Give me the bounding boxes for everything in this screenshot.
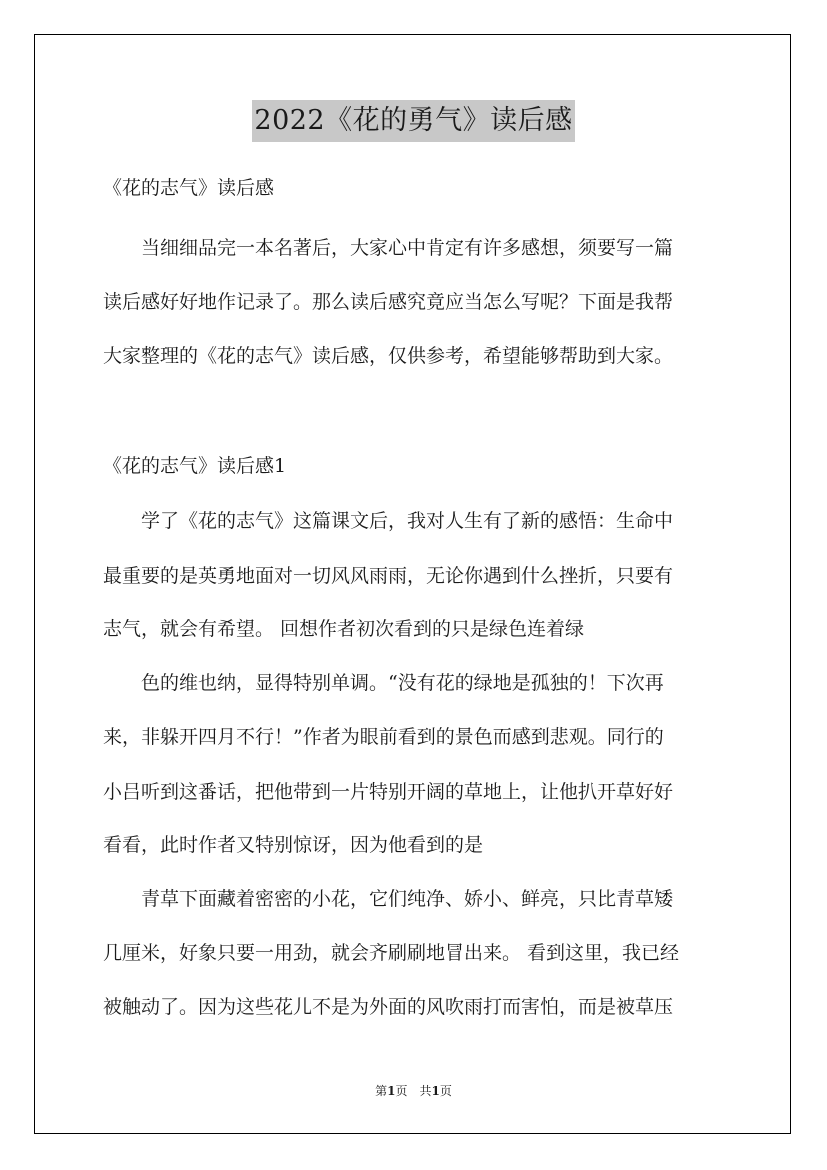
page-label-mid: 页 共 bbox=[395, 1084, 432, 1098]
body-line: 小吕听到这番话，把他带到一片特别开阔的草地上，让他扒开草好好 bbox=[103, 781, 674, 803]
section-heading: 《花的志气》读后感1 bbox=[103, 455, 287, 477]
body-line: 大家整理的《花的志气》读后感，仅供参考，希望能够帮助到大家。 bbox=[103, 345, 674, 367]
body-line: 来，非躲开四月不行！”作者为眼前看到的景色而感到悲观。同行的 bbox=[103, 726, 664, 748]
page-label-suffix: 页 bbox=[439, 1084, 452, 1098]
title-container bbox=[0, 100, 827, 142]
body-line: 被触动了。因为这些花儿不是为外面的风吹雨打而害怕，而是被草压 bbox=[103, 996, 674, 1018]
subheading: 《花的志气》读后感 bbox=[103, 177, 275, 199]
body-line: 几厘米，好象只要一用劲，就会齐刷刷地冒出来。 看到这里，我已经 bbox=[103, 942, 680, 964]
page-total: 1 bbox=[431, 1084, 440, 1098]
body-line: 最重要的是英勇地面对一切风风雨雨，无论你遇到什么挫折，只要有 bbox=[103, 565, 674, 587]
page-footer bbox=[0, 1082, 827, 1099]
body-line: 志气，就会有希望。 回想作者初次看到的只是绿色连着绿 bbox=[103, 618, 585, 640]
body-line: 看看，此时作者又特别惊讶，因为他看到的是 bbox=[103, 834, 484, 856]
page-number: 1 bbox=[387, 1084, 396, 1098]
body-line: 当细细品完一本名著后，大家心中肯定有许多感想，须要写一篇 bbox=[103, 237, 674, 259]
body-line: 读后感好好地作记录了。那么读后感究竟应当怎么写呢？下面是我帮 bbox=[103, 291, 674, 313]
body-line: 学了《花的志气》这篇课文后，我对人生有了新的感悟：生命中 bbox=[103, 510, 674, 532]
body-line: 青草下面藏着密密的小花，它们纯净、娇小、鲜亮，只比青草矮 bbox=[103, 888, 674, 910]
document-title: 2022《花的勇气》读后感 bbox=[252, 100, 574, 142]
body-line: 色的维也纳，显得特别单调。“没有花的绿地是孤独的！下次再 bbox=[103, 672, 664, 694]
page-label-prefix: 第 bbox=[375, 1084, 388, 1098]
